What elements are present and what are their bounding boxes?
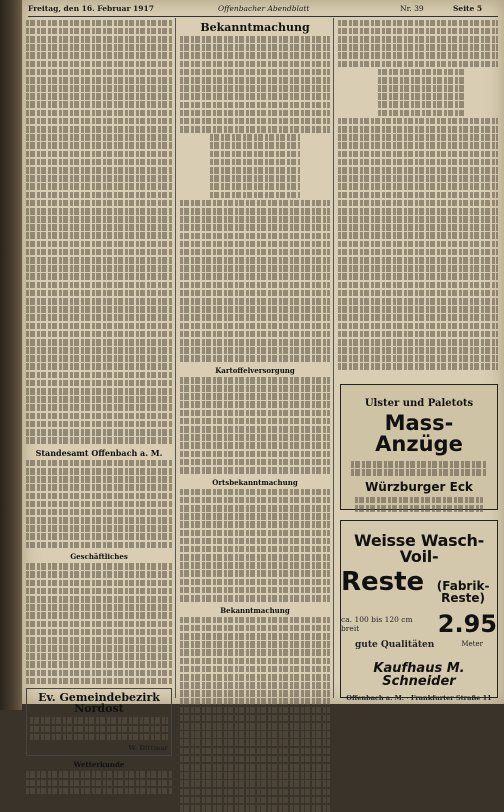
church-ad-title: Ev. Gemeindebezirk Nordost: [38, 691, 160, 716]
text-block: [26, 563, 172, 684]
wetter-heading: Wetterkunde: [73, 760, 125, 770]
newspaper-page: [22, 0, 504, 770]
page-header: [28, 2, 498, 17]
center-title: Bekanntmachung: [200, 21, 310, 34]
header-page: Seite 5: [453, 4, 483, 13]
notice2-heading: Kartoffelversorgung: [215, 365, 295, 375]
kaufhaus-advertisement: [340, 520, 498, 702]
church-ad-signature: W. Dittmar: [128, 744, 168, 753]
kaufhaus-ad-store: Kaufhaus M. Schneider: [373, 661, 465, 689]
tailor-advertisement: [340, 384, 498, 510]
standesamt-heading: Standesamt Offenbach a. M.: [35, 447, 163, 458]
kaufhaus-ad-price: 2.95: [437, 610, 497, 638]
notice4-heading: Bekanntmachung: [220, 605, 290, 615]
kaufhaus-ad-line2: Reste: [341, 567, 425, 597]
header-issue: Nr. 39: [400, 4, 424, 13]
kaufhaus-ad-line1: Weisse Wasch-Voil-: [354, 531, 484, 566]
tailor-ad-lead: Ulster und Paletots: [364, 398, 474, 409]
text-block: [180, 377, 330, 474]
text-block: [180, 36, 330, 362]
column-rule: [333, 18, 334, 698]
kaufhaus-ad-quality: gute Qualitäten: [355, 640, 435, 650]
notice3-heading: Ortsbekanntmachung: [212, 477, 298, 487]
tailor-ad-store: Würzburger Eck: [365, 479, 473, 494]
text-block: [26, 460, 172, 548]
church-advertisement: [26, 688, 172, 756]
text-block: [26, 20, 172, 444]
center-column: [180, 18, 330, 700]
left-column: [26, 18, 172, 770]
text-block: [180, 617, 330, 812]
kaufhaus-ad-unit: Meter: [461, 640, 483, 648]
book-spine: [0, 0, 22, 710]
kaufhaus-ad-address: Offenbach a. M. · Frankfurter Straße 11: [346, 694, 492, 702]
tailor-ad-headline: Mass-Anzüge: [375, 411, 463, 456]
header-date: Freitag, den 16. Februar 1917: [28, 4, 154, 13]
column-rule: [175, 18, 176, 698]
kaufhaus-ad-subtitle: (Fabrik-Reste): [436, 579, 490, 605]
text-block: [180, 489, 330, 602]
kaufhaus-ad-measure: ca. 100 bis 120 cm breit: [341, 615, 413, 633]
text-block: [30, 717, 168, 740]
geschaeft-heading: Geschäftliches: [70, 552, 128, 562]
header-paper: Offenbacher Abendblatt: [218, 4, 310, 13]
text-block: [338, 20, 498, 370]
text-block: [26, 771, 172, 794]
